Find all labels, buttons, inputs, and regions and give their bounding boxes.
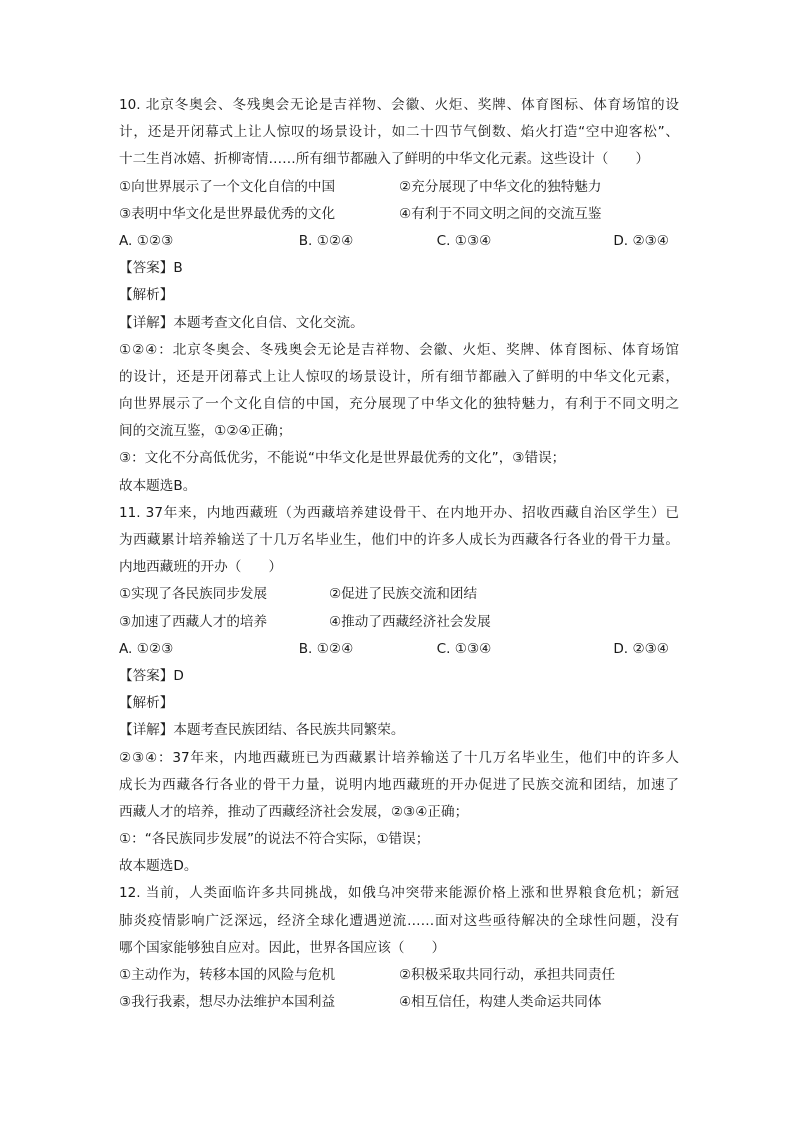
- question-10-choice-b: B. ①②④: [298, 232, 354, 249]
- question-12-option-1: ①主动作为，转移本国的风险与危机: [119, 967, 336, 983]
- question-10-conclusion: 故本题选B。: [119, 477, 197, 494]
- question-10-explanation-line-3: 向世界展示了一个文化自信的中国，充分展现了中华文化的独特魅力，有利于不同文明之: [119, 396, 679, 413]
- question-10-option-2: ②充分展现了中华文化的独特魅力: [399, 178, 602, 195]
- question-12-option-4: ④相互信任，构建人类命运共同体: [399, 994, 602, 1011]
- question-10-option-1: ①向世界展示了一个文化自信的中国: [119, 178, 336, 195]
- question-10-analysis-heading: 【解析】: [119, 287, 174, 304]
- question-11-option-4: ④推动了西藏经济社会发展: [329, 613, 491, 630]
- question-11-option-2: ②促进了民族交流和团结: [329, 586, 478, 603]
- question-12-option-3: ③我行我素，想尽办法维护本国利益: [119, 994, 336, 1011]
- question-11-explanation-line-1: ②③④：37年来，内地西藏班已为西藏累计培养输送了十几万名毕业生，他们中的许多人: [119, 749, 679, 766]
- question-11-answer: 【答案】D: [119, 667, 184, 684]
- question-10-options-row-2: [119, 201, 679, 228]
- question-11-detail-heading: 【详解】本题考查民族团结、各民族共同繁荣。: [119, 722, 405, 739]
- question-11-choices: [119, 636, 679, 663]
- question-11-options-row-1: [119, 581, 679, 608]
- question-11-stem-line-2: 为西藏累计培养输送了十几万名毕业生，他们中的许多人成长为西藏各行各业的骨干力量。: [119, 532, 679, 548]
- question-10-choice-c: C. ①③④: [436, 232, 492, 249]
- question-11-options-row-2: [119, 609, 679, 636]
- question-10-explanation-line-2: 的设计，还是开闭幕式上让人惊叹的场景设计，所有细节都融入了鲜明的中华文化元素，: [119, 368, 679, 385]
- question-10-stem-line-3: 十二生肖冰嬉、折柳寄情……所有细节都融入了鲜明的中华文化元素。这些设计（ ）: [119, 151, 650, 168]
- question-12-stem-line-3: 哪个国家能够独自应对。因此，世界各国应该（ ）: [119, 939, 446, 956]
- question-12-stem-line-1: 12. 当前，人类面临许多共同挑战，如俄乌冲突带来能源价格上涨和世界粮食危机；新冠: [119, 885, 679, 902]
- question-10-explanation-line-4: 间的交流互鉴，①②④正确；: [119, 423, 292, 440]
- question-12-options-row-2: [119, 989, 679, 1016]
- question-10-choice-d: D. ②③④: [613, 232, 669, 249]
- question-10-choice-a: A. ①②③: [119, 232, 174, 249]
- question-11-option-1: ①实现了各民族同步发展: [119, 586, 268, 603]
- question-11-choice-a: A. ①②③: [119, 640, 174, 657]
- question-10-options-row-1: [119, 174, 679, 201]
- question-12-option-2: ②积极采取共同行动，承担共同责任: [399, 967, 616, 983]
- question-11-stem-line-3: 内地西藏班的开办（ ）: [119, 559, 283, 576]
- question-10-stem-line-1: 10. 北京冬奥会、冬残奥会无论是吉祥物、会徽、火炬、奖牌、体育图标、体育场馆的设: [119, 97, 679, 113]
- question-10-choices: [119, 228, 679, 255]
- question-11-conclusion: 故本题选D。: [119, 858, 198, 875]
- question-10-option-3: ③表明中华文化是世界最优秀的文化: [119, 205, 336, 222]
- document-body: [119, 92, 679, 1016]
- question-12-stem-line-2: 肺炎疫情影响广泛深远，经济全球化遭遇逆流……面对这些亟待解决的全球性问题，没有: [119, 912, 679, 929]
- question-11-explanation-line-2: 成长为西藏各行各业的骨干力量，说明内地西藏班的开办促进了民族交流和团结，加速了: [119, 776, 679, 793]
- question-11-choice-d: D. ②③④: [613, 640, 669, 657]
- question-11-explanation-line-4: ①：“各民族同步发展”的说法不符合实际，①错误；: [119, 831, 430, 848]
- question-10-explanation-line-5: ③：文化不分高低优劣，不能说“中华文化是世界最优秀的文化”，③错误；: [119, 450, 566, 467]
- question-10-stem-line-2: 计，还是开闭幕式上让人惊叹的场景设计，如二十四节气倒数、焰火打造“空中迎客松”、: [119, 124, 679, 141]
- question-11-option-3: ③加速了西藏人才的培养: [119, 613, 268, 630]
- question-10-option-4: ④有利于不同文明之间的交流互鉴: [399, 205, 602, 222]
- question-11-stem-line-1: 11. 37年来，内地西藏班（为西藏培养建设骨干、在内地开办、招收西藏自治区学生）已: [119, 504, 679, 521]
- question-11-explanation-line-3: 西藏人才的培养，推动了西藏经济社会发展，②③④正确；: [119, 803, 469, 820]
- question-11-choice-c: C. ①③④: [436, 640, 492, 657]
- question-12-options-row-1: [119, 962, 679, 989]
- question-11-choice-b: B. ①②④: [298, 640, 354, 657]
- question-10-detail-heading: 【详解】本题考查文化自信、文化交流。: [119, 314, 364, 331]
- question-10-answer: 【答案】B: [119, 260, 183, 277]
- question-10-explanation-line-1: ①②④：北京冬奥会、冬残奥会无论是吉祥物、会徽、火炬、奖牌、体育图标、体育场馆: [119, 341, 679, 358]
- question-11-analysis-heading: 【解析】: [119, 695, 174, 712]
